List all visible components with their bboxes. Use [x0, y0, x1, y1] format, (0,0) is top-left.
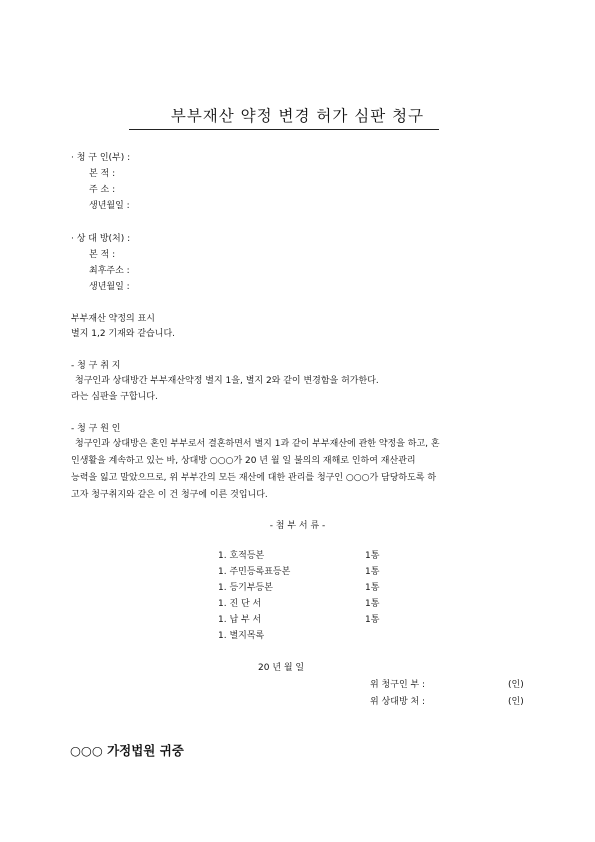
purpose-text: 청구인과 상대방간 부부재산약정 별지 1을, 별지 2와 같이 변경함을 허가한다. [75, 376, 379, 386]
attachment-name: 1. 진 단 서 [218, 599, 262, 609]
purpose-heading: - 청 구 취 지 [71, 361, 121, 371]
opponent-field-last-address: 최후주소 : [89, 266, 130, 276]
opponent-heading: · 상 대 방(처) : [71, 234, 131, 244]
claimant-field-domicile: 본 적 : [89, 169, 116, 179]
title-underline [129, 129, 439, 130]
attachment-name: 1. 납 부 서 [218, 615, 262, 625]
attachment-name: 1. 호적등본 [218, 551, 265, 561]
cause-line: 능력을 잃고 말았으므로, 위 부부간의 모든 재산에 대한 관리를 청구인 ○○○가 담당하도록 하 [71, 473, 437, 483]
attachment-qty: 1통 [365, 583, 380, 593]
document-title: 부부재산 약정 변경 허가 심판 청구 [170, 107, 425, 125]
claimant-heading: · 청 구 인(부) : [71, 153, 131, 163]
seal-mark: (인) [508, 697, 524, 707]
attachment-name: 1. 별지목록 [218, 631, 265, 641]
date-line: 20 년 월 일 [258, 663, 305, 673]
cause-line: 인생활을 계속하고 있는 바, 상대방 ○○○가 20 년 월 일 불의의 재해로 인하여 재산관리 [71, 456, 416, 466]
cause-heading: - 청 구 원 인 [71, 424, 121, 434]
opponent-field-birthdate: 생년월일 : [89, 282, 130, 292]
purpose-text-end: 라는 심판을 구합니다. [71, 392, 158, 402]
attachment-qty: 1통 [365, 551, 380, 561]
agreement-label: 부부재산 약정의 표시 [71, 314, 155, 324]
signature-claimant-label: 위 청구인 부 : [370, 680, 426, 690]
claimant-field-birthdate: 생년월일 : [89, 201, 130, 211]
cause-line: 고자 청구취지와 같은 이 건 청구에 이른 것입니다. [71, 490, 268, 500]
claimant-field-address: 주 소 : [89, 185, 116, 195]
attachments-heading: - 첨 부 서 류 - [269, 521, 326, 531]
signature-opponent-label: 위 상대방 처 : [370, 697, 426, 707]
attachment-qty: 1통 [365, 567, 380, 577]
agreement-reference: 별지 1,2 기재와 같습니다. [71, 329, 176, 339]
attachment-name: 1. 등기부등본 [218, 583, 273, 593]
opponent-field-domicile: 본 적 : [89, 250, 116, 260]
attachment-qty: 1통 [365, 599, 380, 609]
attachment-qty: 1통 [365, 615, 380, 625]
court-addressee: ○○○ 가정법원 귀중 [70, 743, 184, 758]
seal-mark: (인) [508, 680, 524, 690]
cause-line: 청구인과 상대방은 혼인 부부로서 결혼하면서 별지 1과 같이 부부재산에 관한 약정을 하고, 혼 [75, 439, 440, 449]
attachment-name: 1. 주민등록표등본 [218, 567, 291, 577]
